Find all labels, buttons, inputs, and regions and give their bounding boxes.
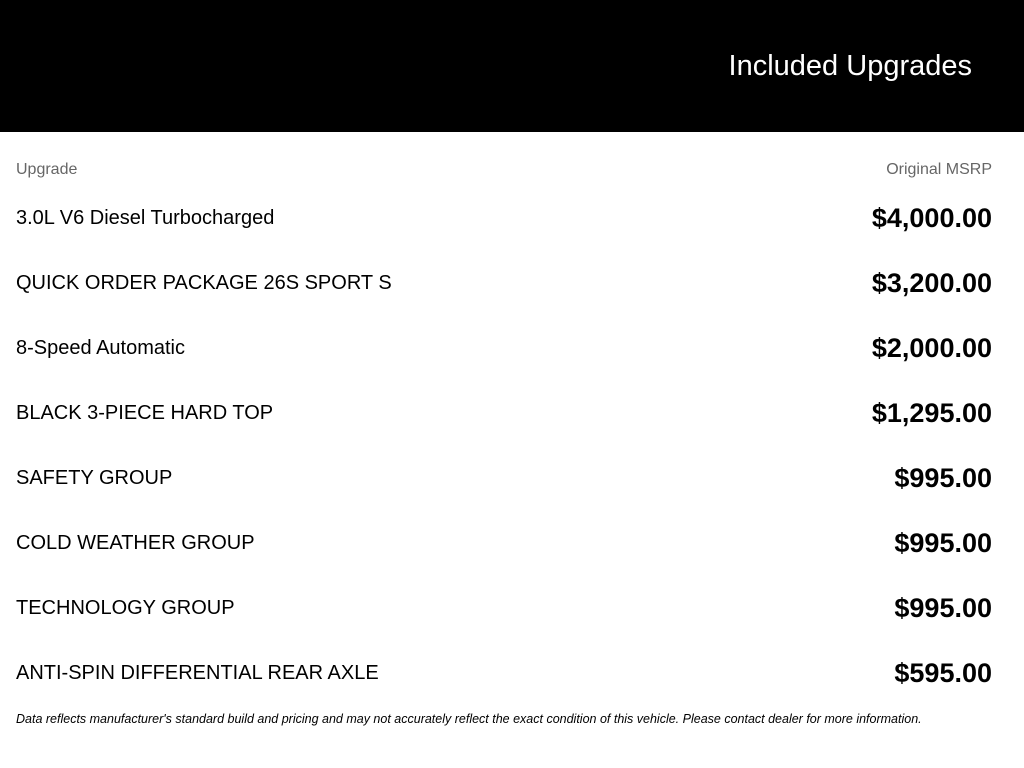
upgrade-name: TECHNOLOGY GROUP <box>16 597 235 619</box>
upgrade-price: $995.00 <box>894 593 992 623</box>
table-row <box>16 454 992 519</box>
table-row <box>16 324 992 389</box>
header-banner <box>0 0 1024 132</box>
upgrade-price: $995.00 <box>894 463 992 493</box>
upgrade-name: BLACK 3-PIECE HARD TOP <box>16 402 274 424</box>
upgrade-name: QUICK ORDER PACKAGE 26S SPORT S <box>16 272 392 294</box>
table-header <box>16 158 992 182</box>
upgrade-name: ANTI-SPIN DIFFERENTIAL REAR AXLE <box>16 662 379 684</box>
table-row <box>16 519 992 584</box>
table-row <box>16 584 992 649</box>
disclaimer-text: Data reflects manufacturer's standard build and pricing and may not accurately reflect the exact condition of this vehicle. Please contact dealer for more information. <box>16 712 922 726</box>
table-row <box>16 194 992 259</box>
upgrade-price: $1,295.00 <box>871 398 992 428</box>
upgrade-name: SAFETY GROUP <box>16 467 173 489</box>
upgrade-price: $4,000.00 <box>871 203 992 233</box>
table-row <box>16 259 992 324</box>
upgrade-name: 8-Speed Automatic <box>16 337 185 359</box>
column-header-upgrade: Upgrade <box>16 161 78 178</box>
table-row <box>16 389 992 454</box>
column-header-msrp: Original MSRP <box>886 161 992 178</box>
page-title: Included Upgrades <box>728 50 972 82</box>
upgrade-name: 3.0L V6 Diesel Turbocharged <box>16 207 275 229</box>
table-row <box>16 649 992 714</box>
upgrade-price: $3,200.00 <box>871 268 992 298</box>
upgrade-name: COLD WEATHER GROUP <box>16 532 255 554</box>
upgrade-price: $995.00 <box>894 528 992 558</box>
upgrades-table <box>16 158 992 714</box>
upgrade-price: $595.00 <box>894 658 992 688</box>
upgrade-price: $2,000.00 <box>871 333 992 363</box>
table-body <box>16 194 992 714</box>
